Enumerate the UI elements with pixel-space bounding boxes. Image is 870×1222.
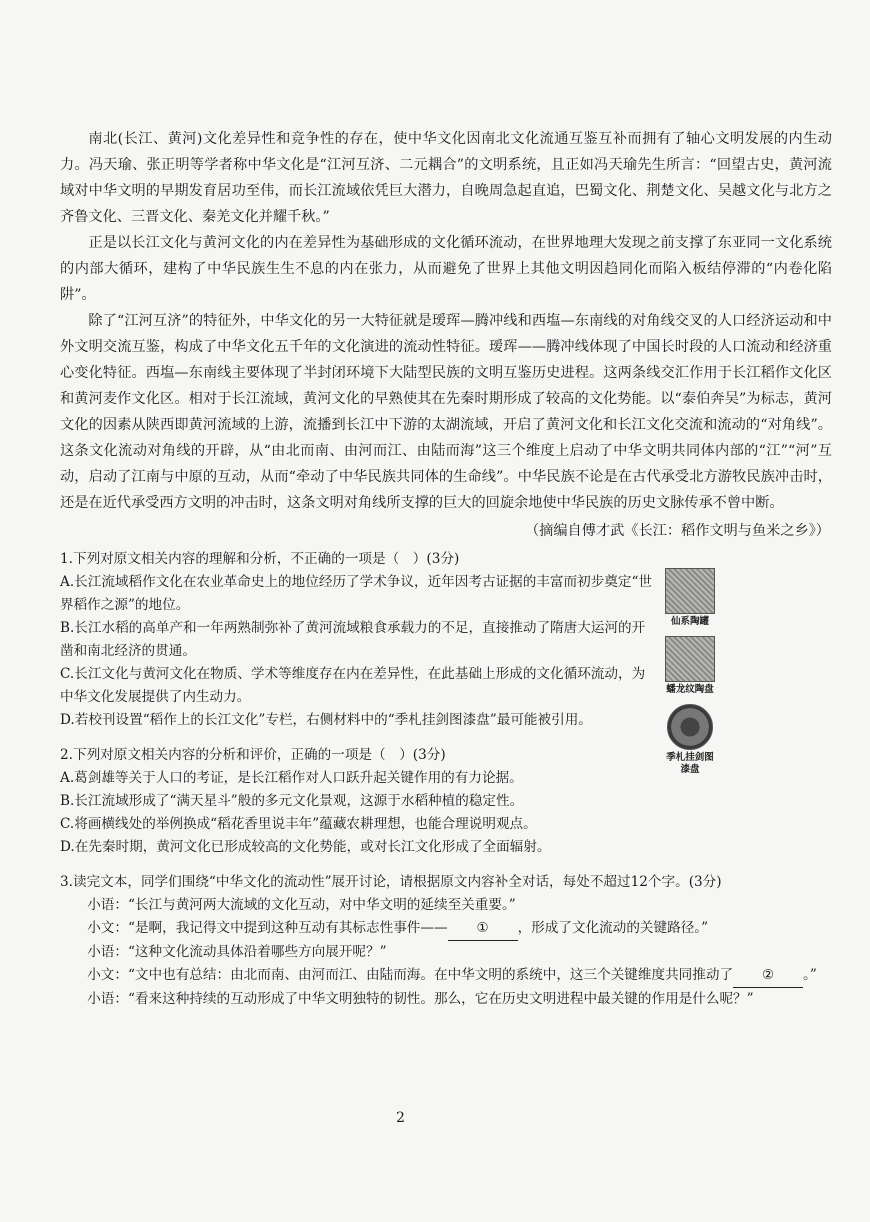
question-2 <box>60 744 832 859</box>
answer-blank-2[interactable]: ② <box>733 964 803 988</box>
option-c: C.将画横线处的举例换成“稻花香里说丰年”蕴藏农耕理想，也能合理说明观点。 <box>60 816 537 832</box>
lacquer-plate-image-icon <box>667 704 713 750</box>
question-stem: 2.下列对原文相关内容的分析和评价，正确的一项是（ ）(3分) <box>60 747 446 763</box>
option-d: D.若校刊设置“稻作上的长江文化”专栏，右侧材料中的“季札挂剑图漆盘”最可能被引用。 <box>60 712 592 728</box>
image-caption: 蟠龙纹陶盘 <box>666 684 714 695</box>
dialogue-text: 小文：“文中也有总结：由北而南、由河而江、由陆而海。在中华文明的系统中，这三个关键维度共同推动了 <box>87 967 734 983</box>
side-material-images <box>664 568 716 784</box>
option-a: A.长江流域稻作文化在农业革命史上的地位经历了学术争议，近年因考古证据的丰富而初步奠定“世界稻作之源”的地位。 <box>60 574 653 613</box>
dialogue-line: 小语：“看来这种持续的互动形成了中华文明独特的韧性。那么，它在历史文明进程中最关键的作用是什么呢？” <box>87 991 754 1007</box>
image-caption: 仙系陶罐 <box>670 616 709 627</box>
question-stem: 3.读完文本，同学们围绕“中华文化的流动性”展开讨论，请根据原文内容补全对话，每处不超过12个字。(3分) <box>60 874 722 890</box>
reading-passage <box>60 126 832 544</box>
dialogue-text: 小文：“是啊，我记得文中提到这种互动有其标志性事件—— <box>87 920 448 936</box>
side-image-1 <box>664 568 716 628</box>
pottery-jar-image-icon <box>665 568 715 614</box>
page-number: 2 <box>396 1110 405 1126</box>
dragon-plate-image-icon <box>665 636 715 682</box>
option-b: B.长江流域形成了“满天星斗”般的多元文化景观，这源于水稻种植的稳定性。 <box>60 793 524 809</box>
dialogue-line: 小语：“这种文化流动具体沿着哪些方向展开呢？” <box>87 944 387 960</box>
passage-paragraph: 正是以长江文化与黄河文化的内在差异性为基础形成的文化循环流动，在世界地理大发现之前支撑了东亚同一文化系统的内部大循环，建构了中华民族生生不息的内在张力，从而避免了世界上其他文明因趋同化而陷入板结停滞的“内卷化陷阱”。 <box>60 235 832 303</box>
side-image-2 <box>664 636 716 696</box>
dialogue-line <box>60 964 832 988</box>
side-image-3 <box>664 704 716 776</box>
passage-paragraph: 南北(长江、黄河)文化差异性和竞争性的存在，使中华文化因南北文化流通互鉴互补而拥有了轴心文明发展的内生动力。冯天瑜、张正明等学者称中华文化是“江河互济、二元耦合”的文明系统，且正如冯天瑜先生所言：“回望古史，黄河流域对中华文明的早期发育居功至伟，而长江流域依凭巨大潜力，自晚周急起直追，巴蜀文化、荆楚文化、吴越文化与北方之齐鲁文化、三晋文化、秦羌文化并耀千秋。” <box>60 131 832 225</box>
dialogue-line <box>60 917 832 941</box>
dialogue-text: ，形成了文化流动的关键路径。” <box>517 920 709 936</box>
question-3 <box>60 871 832 1011</box>
answer-blank-1[interactable]: ① <box>448 917 518 941</box>
dialogue-text: 。” <box>803 967 817 983</box>
question-list <box>60 548 832 1023</box>
dialogue-line: 小语：“长江与黄河两大流域的文化互动，对中华文明的延续至关重要。” <box>87 897 516 913</box>
question-stem: 1.下列对原文相关内容的理解和分析，不正确的一项是（ ）(3分) <box>60 551 460 567</box>
question-1 <box>60 548 832 732</box>
option-b: B.长江水稻的高单产和一年两熟制弥补了黄河流域粮食承载力的不足，直接推动了隋唐大运河的开凿和南北经济的贯通。 <box>60 620 646 659</box>
image-caption: 季札挂剑图漆盘 <box>666 752 714 775</box>
option-a: A.葛剑雄等关于人口的考证，是长江稻作对人口跃升起关键作用的有力论据。 <box>60 770 523 786</box>
option-d: D.在先秦时期，黄河文化已形成较高的文化势能，或对长江文化形成了全面辐射。 <box>60 839 551 855</box>
passage-source: （摘编自傅才武《长江：稻作文明与鱼米之乡》） <box>524 523 830 539</box>
passage-paragraph: 除了“江河互济”的特征外，中华文化的另一大特征就是瑷珲—腾冲线和西塩—东南线的对角线交叉的人口经济运动和中外文明交流互鉴，构成了中华文化五千年的文化演进的流动性特征。瑷珲——腾冲线体现了中国长时段的人口流动和经济重心变化特征。西塩—东南线主要体现了半封闭环境下大陆型民族的文明互鉴历史进程。这两条线交汇作用于长江稻作文化区和黄河麦作文化区。相对于长江流域，黄河文化的早熟使其在先秦时期形成了较高的文化势能。以“泰伯奔吴”为标志，黄河文化的因素从陕西即黄河流域的上游，流播到长江中下游的太湖流域，开启了黄河文化和长江文化交流和流动的“对角线”。这条文化流动对角线的开辟，从“由北而南、由河而江、由陆而海”这三个维度上启动了中华文明共同体内部的“江”“河”互动，启动了江南与中原的互动，从而“牵动了中华民族共同体的生命线”。中华民族不论是在古代承受北方游牧民族冲击时，还是在近代承受西方文明的冲击时，这条文明对角线所支撑的巨大的回旋余地使中华民族的历史文脉传承不曾中断。 <box>60 313 832 511</box>
option-c: C.长江文化与黄河文化在物质、学术等维度存在内在差异性，在此基础上形成的文化循环流动，为中华文化发展提供了内生动力。 <box>60 666 646 705</box>
